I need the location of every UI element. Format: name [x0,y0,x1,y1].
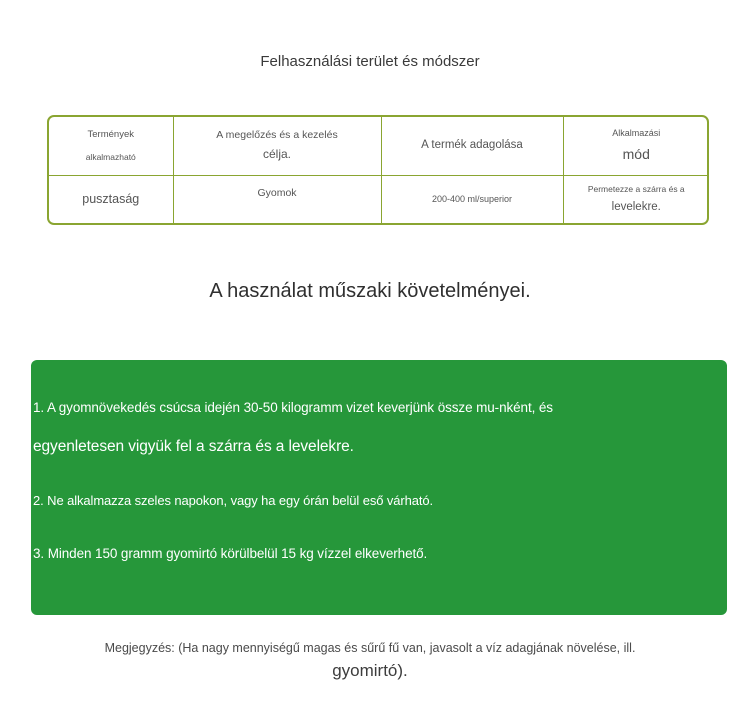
requirement-item-3: 3. Minden 150 gramm gyomirtó körülbelül 15 kg vízzel elkeverhető. [33,546,428,561]
header-crop [49,117,173,175]
cell-crop [49,175,173,223]
header-target-line2: célja. [262,147,291,162]
cell-method [563,175,709,223]
cell-dosage-value: 200-400 ml/superior [431,193,513,204]
requirements-box [31,360,727,615]
cell-method-line1: Permetezze a szárra és a [587,183,685,194]
requirement-item-1-line2: egyenletesen vigyük fel a szárra és a levelekre. [33,438,354,455]
header-method-line2: mód [622,146,650,163]
cell-dosage [381,175,563,223]
header-dosage [381,117,563,175]
usage-section-title: Felhasználási terület és módszer [260,53,480,70]
header-dosage-label: A termék adagolása [421,139,523,152]
requirement-item-1-line1: 1. A gyomnövekedés csúcsa idején 30-50 kilogramm vizet keverjünk össze mu-nként, és [33,400,553,415]
header-crop-line1: Termények [87,128,134,140]
usage-table [47,115,709,225]
header-method [563,117,709,175]
note-line1: Megjegyzés: (Ha nagy mennyiségű magas és sűrű fű van, javasolt a víz adagjának növelése, ill. [104,641,636,655]
table-row [49,175,709,223]
header-target [173,117,381,175]
header-target-line1: A megelőzés és a kezelés [216,128,338,141]
header-method-line1: Alkalmazási [612,128,661,139]
note-line2: gyomirtó). [332,661,408,680]
cell-method-line2: levelekre. [611,200,661,213]
cell-target-value: Gyomok [257,186,297,199]
requirement-item-2: 2. Ne alkalmazza szeles napokon, vagy ha egy órán belül eső várható. [33,493,434,508]
requirements-title: A használat műszaki követelményei. [209,280,531,302]
header-crop-line2: alkalmazható [85,152,136,163]
cell-crop-value: pusztaság [82,192,140,207]
table-header-row [49,117,709,175]
cell-target [173,175,381,223]
